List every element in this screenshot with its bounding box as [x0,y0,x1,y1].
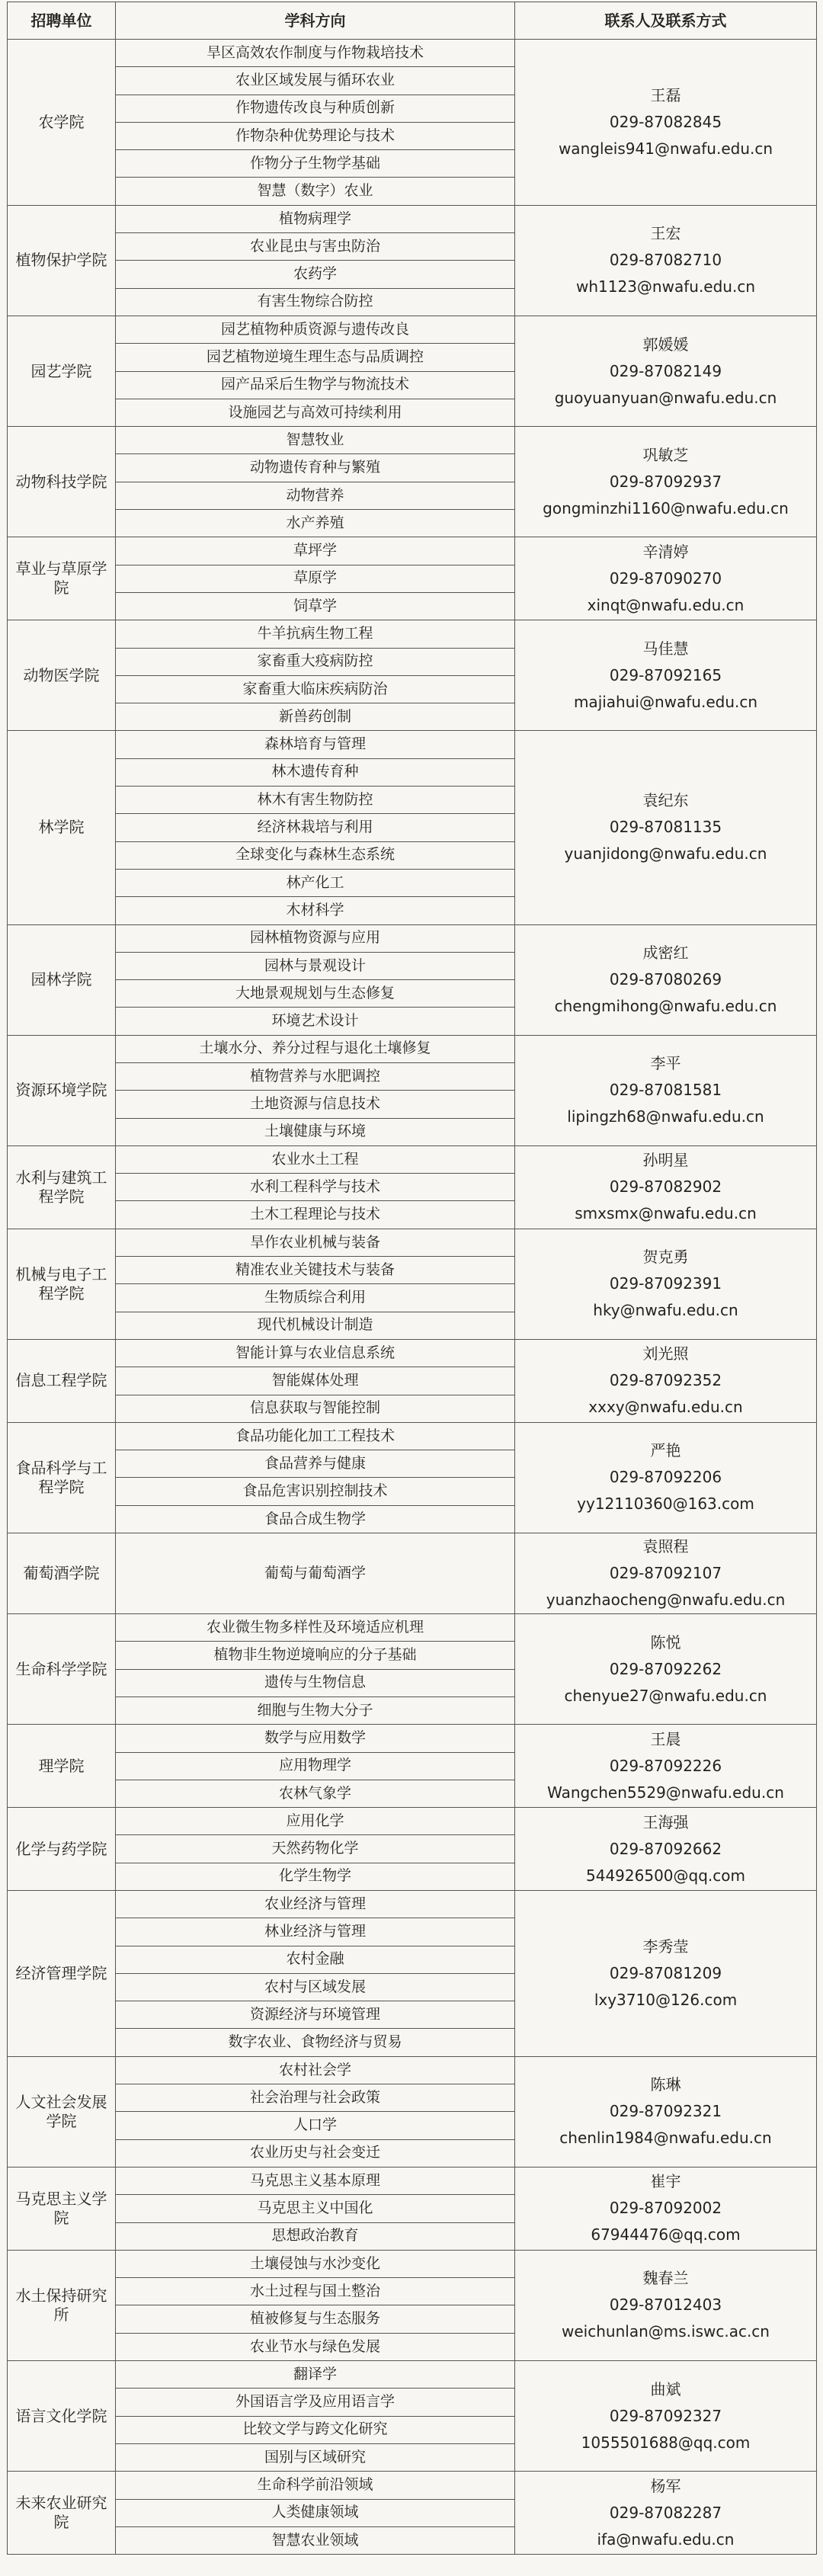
direction-cell: 数学与应用数学 [116,1725,515,1752]
contact-name: 曲斌 [650,2379,681,2398]
direction-cell: 旱作农业机械与装备 [116,1229,515,1256]
contact-name: 杨军 [650,2476,681,2495]
contact-cell [515,1035,817,1145]
direction-cell: 园林植物资源与应用 [116,924,515,952]
contact-email[interactable]: guoyuanyuan@nwafu.edu.cn [554,388,777,407]
contact-email[interactable]: hky@nwafu.edu.cn [593,1301,738,1320]
direction-cell: 作物遗传改良与种质创新 [116,95,515,122]
direction-cell: 马克思主义中国化 [116,2195,515,2222]
contact-name: 成密红 [642,944,689,963]
table-row [8,1145,817,1173]
contact-email[interactable]: lipingzh68@nwafu.edu.cn [567,1107,764,1126]
contact-name: 陈琳 [650,2075,681,2094]
contact-phone: 029-87092937 [609,472,722,491]
contact-name: 贺克勇 [642,1248,689,1267]
direction-cell: 农业历史与社会变迁 [116,2139,515,2167]
direction-cell: 动物营养 [116,482,515,509]
direction-cell: 草原学 [116,565,515,592]
contact-name: 李平 [650,1054,681,1073]
direction-cell: 作物分子生物学基础 [116,150,515,178]
contact-name: 严艳 [650,1441,681,1460]
unit-cell: 人文社会发展学院 [8,2056,116,2167]
contact-phone: 029-87092662 [609,1839,722,1858]
direction-cell: 家畜重大疫病防控 [116,648,515,675]
table-row [8,1422,817,1450]
direction-cell: 思想政治教育 [116,2222,515,2250]
direction-cell: 数字农业、食物经济与贸易 [116,2029,515,2056]
contact-name: 巩敏芝 [642,445,689,464]
contact-name: 马佳慧 [642,639,689,658]
contact-cell [515,40,817,206]
contact-name: 郭媛媛 [642,335,689,354]
contact-email[interactable]: gongminzhi1160@nwafu.edu.cn [543,498,789,517]
direction-cell: 精准农业关键技术与装备 [116,1257,515,1284]
direction-cell: 食品营养与健康 [116,1450,515,1478]
contact-email[interactable]: wh1123@nwafu.edu.cn [576,277,755,296]
contact-phone: 029-87092206 [609,1468,722,1487]
contact-cell [515,1145,817,1229]
direction-cell: 新兽药创制 [116,703,515,731]
direction-cell: 资源经济与环境管理 [116,2001,515,2029]
direction-cell: 动物遗传育种与繁殖 [116,454,515,482]
contact-name: 王磊 [650,85,681,104]
table-row [8,537,817,565]
direction-cell: 土地资源与信息技术 [116,1091,515,1118]
contact-name: 陈悦 [650,1632,681,1652]
direction-cell: 森林培育与管理 [116,731,515,758]
contact-phone: 029-87081581 [609,1081,722,1100]
direction-cell: 水利工程科学与技术 [116,1174,515,1201]
contact-phone: 029-87092327 [609,2406,722,2425]
direction-cell: 旱区高效农作制度与作物栽培技术 [116,40,515,67]
contact-cell [515,537,817,620]
direction-cell: 水土过程与国土整治 [116,2278,515,2305]
contact-phone: 029-87012403 [609,2296,722,2315]
unit-cell: 食品科学与工程学院 [8,1422,116,1533]
table-row [8,2361,817,2389]
contact-phone: 029-87082902 [609,1177,722,1197]
contact-phone: 029-87090270 [609,569,722,588]
direction-cell: 生物质综合利用 [116,1284,515,1312]
contact-email[interactable]: yuanjidong@nwafu.edu.cn [564,844,767,863]
direction-cell: 林木遗传育种 [116,758,515,786]
table-row [8,1725,817,1752]
unit-cell: 草业与草原学院 [8,537,116,620]
direction-cell: 智慧牧业 [116,427,515,454]
contact-phone: 029-87092226 [609,1756,722,1775]
direction-cell: 应用物理学 [116,1752,515,1780]
contact-cell [515,1422,817,1533]
contact-cell [515,1614,817,1725]
unit-cell: 农学院 [8,40,116,206]
header-unit: 招聘单位 [8,2,116,40]
direction-cell: 农业微生物多样性及环境适应机理 [116,1614,515,1642]
contact-email[interactable]: chenlin1984@nwafu.edu.cn [559,2129,772,2148]
direction-cell: 食品危害识别控制技术 [116,1478,515,1505]
direction-cell: 智慧农业领域 [116,2526,515,2554]
direction-cell: 林木有害生物防控 [116,787,515,814]
contact-phone: 029-87082845 [609,112,722,131]
contact-name: 袁照程 [642,1537,689,1556]
contact-name: 袁纪东 [642,791,689,810]
unit-cell: 经济管理学院 [8,1891,116,2057]
direction-cell: 牛羊抗病生物工程 [116,620,515,648]
direction-cell: 天然药物化学 [116,1835,515,1863]
direction-cell: 国别与区域研究 [116,2443,515,2471]
header-row [8,2,817,40]
direction-cell: 食品合成生物学 [116,1505,515,1533]
contact-name: 魏春兰 [642,2269,689,2288]
direction-cell: 现代机械设计制造 [116,1312,515,1339]
direction-cell: 马克思主义基本原理 [116,2167,515,2194]
contact-cell [515,205,817,316]
direction-cell: 水产养殖 [116,510,515,537]
contact-cell [515,2361,817,2472]
table-row [8,2056,817,2084]
direction-cell: 林业经济与管理 [116,1918,515,1946]
direction-cell: 农药学 [116,261,515,288]
contact-email[interactable]: xxxy@nwafu.edu.cn [588,1398,743,1417]
contact-phone: 029-87082710 [609,251,722,270]
direction-cell: 智能媒体处理 [116,1367,515,1395]
direction-cell: 农业经济与管理 [116,1891,515,1918]
contact-phone: 029-87092321 [609,2102,722,2121]
direction-cell: 智能计算与农业信息系统 [116,1339,515,1366]
table-row [8,1533,817,1614]
unit-cell: 水土保持研究所 [8,2250,116,2360]
direction-cell: 葡萄与葡萄酒学 [116,1533,515,1614]
unit-cell: 信息工程学院 [8,1339,116,1422]
contact-cell [515,1891,817,2057]
direction-cell: 设施园艺与高效可持续利用 [116,399,515,426]
direction-cell: 应用化学 [116,1808,515,1835]
direction-cell: 外国语言学及应用语言学 [116,2389,515,2416]
contact-name: 李秀莹 [642,1937,689,1956]
table-row [8,205,817,232]
contact-cell [515,2472,817,2555]
direction-cell: 遗传与生物信息 [116,1669,515,1697]
unit-cell: 机械与电子工程学院 [8,1229,116,1339]
table-body [8,40,817,2555]
direction-cell: 化学生物学 [116,1863,515,1890]
direction-cell: 植物营养与水肥调控 [116,1062,515,1090]
direction-cell: 农林气象学 [116,1780,515,1807]
contact-email[interactable]: yuanzhaocheng@nwafu.edu.cn [546,1591,786,1610]
table-row [8,40,817,67]
contact-email[interactable]: ifa@nwafu.edu.cn [597,2530,735,2549]
unit-cell: 水利与建筑工程学院 [8,1145,116,1229]
direction-cell: 细胞与生物大分子 [116,1697,515,1724]
unit-cell: 生命科学学院 [8,1614,116,1725]
contact-email[interactable]: 544926500@qq.com [586,1866,745,1885]
direction-cell: 园林与景观设计 [116,952,515,979]
unit-cell: 语言文化学院 [8,2361,116,2472]
contact-email[interactable]: lxy3710@126.com [594,1990,738,2009]
contact-name: 孙明星 [642,1151,689,1170]
direction-cell: 生命科学前沿领域 [116,2472,515,2499]
recruitment-table [7,2,817,2555]
contact-name: 刘光照 [642,1344,689,1363]
unit-cell: 未来农业研究院 [8,2472,116,2555]
table-row [8,1339,817,1366]
direction-cell: 翻译学 [116,2361,515,2389]
contact-email[interactable]: xinqt@nwafu.edu.cn [587,595,745,614]
contact-email[interactable]: chenyue27@nwafu.edu.cn [564,1686,767,1705]
table-row [8,924,817,952]
table-row [8,620,817,648]
contact-name: 辛清婷 [642,542,689,561]
unit-cell: 理学院 [8,1725,116,1808]
contact-phone: 029-87092165 [609,665,722,684]
table-row [8,2167,817,2194]
contact-email[interactable]: 1055501688@qq.com [581,2433,751,2452]
unit-cell: 动物科技学院 [8,427,116,537]
unit-cell: 林学院 [8,731,116,924]
direction-cell: 土木工程理论与技术 [116,1201,515,1229]
contact-cell [515,1808,817,1891]
unit-cell: 动物医学院 [8,620,116,731]
table-row [8,1035,817,1062]
header-direction: 学科方向 [116,2,515,40]
table-row [8,2250,817,2277]
unit-cell: 资源环境学院 [8,1035,116,1145]
contact-email[interactable]: 67944476@qq.com [591,2225,741,2244]
contact-phone: 029-87080269 [609,970,722,989]
contact-name: 王宏 [650,224,681,243]
contact-phone: 029-87092352 [609,1371,722,1390]
direction-cell: 林产化工 [116,869,515,896]
table-row [8,1229,817,1256]
direction-cell: 农业水土工程 [116,1145,515,1173]
table-row [8,316,817,343]
direction-cell: 植物非生物逆境响应的分子基础 [116,1642,515,1669]
table-row [8,1614,817,1642]
table-row [8,1808,817,1835]
direction-cell: 全球变化与森林生态系统 [116,841,515,869]
direction-cell: 信息获取与智能控制 [116,1395,515,1422]
direction-cell: 智慧（数字）农业 [116,178,515,205]
contact-phone: 029-87092002 [609,2199,722,2218]
table-row [8,2472,817,2499]
direction-cell: 农村金融 [116,1946,515,1973]
contact-cell [515,2056,817,2167]
contact-cell [515,1725,817,1808]
direction-cell: 土壤健康与环境 [116,1118,515,1145]
direction-cell: 草坪学 [116,537,515,565]
contact-cell [515,2167,817,2250]
contact-phone: 029-87081209 [609,1963,722,1982]
direction-cell: 农村社会学 [116,2056,515,2084]
direction-cell: 环境艺术设计 [116,1008,515,1035]
unit-cell: 园艺学院 [8,316,116,426]
direction-cell: 经济林栽培与利用 [116,814,515,841]
table-row [8,731,817,758]
unit-cell: 化学与药学院 [8,1808,116,1891]
contact-phone: 029-87092107 [609,1564,722,1583]
contact-cell [515,316,817,426]
contact-email[interactable]: smxsmx@nwafu.edu.cn [575,1204,757,1223]
unit-cell: 植物保护学院 [8,205,116,316]
direction-cell: 木材科学 [116,897,515,924]
contact-email[interactable]: yy12110360@163.com [577,1495,754,1514]
contact-cell [515,924,817,1035]
contact-phone: 029-87081135 [609,818,722,837]
direction-cell: 植物病理学 [116,205,515,232]
contact-cell [515,620,817,731]
contact-phone: 029-87092262 [609,1659,722,1678]
contact-name: 王海强 [642,1812,689,1831]
contact-name: 崔宇 [650,2172,681,2191]
direction-cell: 植被修复与生态服务 [116,2305,515,2333]
header-contact: 联系人及联系方式 [515,2,817,40]
contact-cell [515,2250,817,2360]
direction-cell: 比较文学与跨文化研究 [116,2416,515,2443]
direction-cell: 饲草学 [116,592,515,620]
direction-cell: 食品功能化加工工程技术 [116,1422,515,1450]
direction-cell: 作物杂种优势理论与技术 [116,122,515,149]
contact-cell [515,427,817,537]
contact-cell [515,731,817,924]
contact-email[interactable]: weichunlan@ms.iswc.ac.cn [562,2322,770,2341]
direction-cell: 农业昆虫与害虫防治 [116,233,515,261]
table-row [8,1891,817,1918]
direction-cell: 园艺植物逆境生理生态与品质调控 [116,344,515,371]
contact-phone: 029-87092391 [609,1274,722,1293]
direction-cell: 人口学 [116,2112,515,2139]
direction-cell: 土壤侵蚀与水沙变化 [116,2250,515,2277]
direction-cell: 园艺植物种质资源与遗传改良 [116,316,515,343]
contact-cell [515,1339,817,1422]
direction-cell: 农业节水与绿色发展 [116,2333,515,2360]
contact-email[interactable]: chengmihong@nwafu.edu.cn [554,997,777,1016]
direction-cell: 农业区域发展与循环农业 [116,67,515,95]
unit-cell: 马克思主义学院 [8,2167,116,2250]
direction-cell: 家畜重大临床疾病防治 [116,675,515,703]
direction-cell: 园产品采后生物学与物流技术 [116,371,515,399]
direction-cell: 社会治理与社会政策 [116,2084,515,2112]
unit-cell: 葡萄酒学院 [8,1533,116,1614]
unit-cell: 园林学院 [8,924,116,1035]
contact-phone: 029-87082287 [609,2503,722,2522]
direction-cell: 大地景观规划与生态修复 [116,980,515,1008]
contact-email[interactable]: Wangchen5529@nwafu.edu.cn [547,1783,784,1802]
direction-cell: 人类健康领域 [116,2499,515,2526]
contact-email[interactable]: wangleis941@nwafu.edu.cn [558,139,773,158]
direction-cell: 有害生物综合防控 [116,288,515,316]
contact-cell [515,1533,817,1614]
direction-cell: 农村与区域发展 [116,1973,515,2001]
direction-cell: 土壤水分、养分过程与退化土壤修复 [116,1035,515,1062]
table-row [8,427,817,454]
contact-cell [515,1229,817,1339]
contact-phone: 029-87082149 [609,361,722,380]
contact-name: 王晨 [650,1729,681,1748]
contact-email[interactable]: majiahui@nwafu.edu.cn [573,692,758,711]
